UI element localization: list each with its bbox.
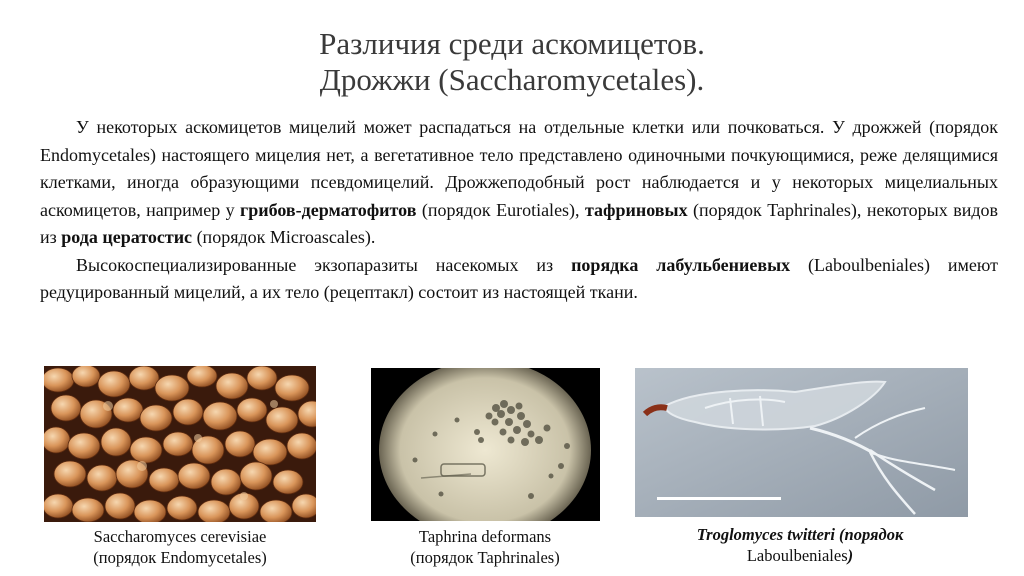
paragraph-1-text-a: У некоторых аскомицетов мицелий может распадаться на отдельные клетки или почковаться. У дрожжей (порядок Endomycetales) настоящего мицелия нет, а вегетативное тело представлено одиночными почкующимися, реже делящимися клетками, иногда образующими псевдомицелий. Дрожжеподобный рост наблюдается и у некоторых мицелиальных аскомицетов, например у <box>40 117 998 220</box>
figure-yeast-photo <box>44 366 316 522</box>
term-laboulbeniales: порядка лабульбениевых <box>571 254 791 275</box>
term-dermatophytes: грибов-дерматофитов <box>240 199 417 220</box>
paragraph-1-text-b: (порядок Eurotiales), <box>416 199 585 220</box>
yeast-cells-image <box>44 366 316 522</box>
figure-taphrina-caption-line1: Taphrina deformans <box>418 527 552 546</box>
figure-taphrina-caption <box>355 526 615 568</box>
paragraph-1-text-d: (порядок Microascales). <box>192 227 376 247</box>
paragraph-1 <box>40 114 998 252</box>
body-text <box>40 114 998 307</box>
slide-title <box>0 26 1024 98</box>
figure-taphrina-caption-line2: (порядок Taphrinales) <box>410 548 560 567</box>
figure-troglomyces-caption-line1-text: Troglomyces twitteri (порядок <box>696 525 904 544</box>
slide-title-line1: Различия среди аскомицетов. <box>319 26 705 61</box>
figure-taphrina-photo <box>371 368 600 521</box>
term-taphrinales: тафриновых <box>584 199 688 220</box>
paragraph-2-text-a: Высокоспециализированные экзопаразиты насекомых из <box>76 254 572 275</box>
figure-yeast-caption <box>30 526 330 568</box>
figure-troglomyces-caption <box>650 524 950 566</box>
figure-yeast-caption-line1: Saccharomyces cerevisiae <box>93 527 267 546</box>
taphrina-microscope-image <box>371 368 600 521</box>
slide-title-line2: Дрожжи (Saccharomycetales). <box>319 62 705 97</box>
figure-yeast-caption-line2: (порядок Endomycetales) <box>93 548 267 567</box>
figure-troglomyces-photo <box>635 368 968 517</box>
figure-troglomyces-caption-line1 <box>650 524 950 545</box>
term-ceratocystis: рода цератостис <box>61 227 193 247</box>
figure-troglomyces-caption-close: ) <box>847 546 854 565</box>
troglomyces-microscope-image <box>635 368 968 517</box>
figure-troglomyces-caption-line2-text: Laboulbeniales <box>746 546 848 565</box>
scale-bar <box>657 497 781 500</box>
paragraph-2-text-b: (Laboulbeniales) имеют редуцированный мицелий, а их тело (рецептакл) состоит из настоящей ткани. <box>40 254 998 302</box>
paragraph-1-text-c: (порядок Taphrinales), некоторых видов из <box>40 199 998 247</box>
figure-troglomyces-caption-line2 <box>650 545 950 566</box>
paragraph-2 <box>40 252 998 307</box>
